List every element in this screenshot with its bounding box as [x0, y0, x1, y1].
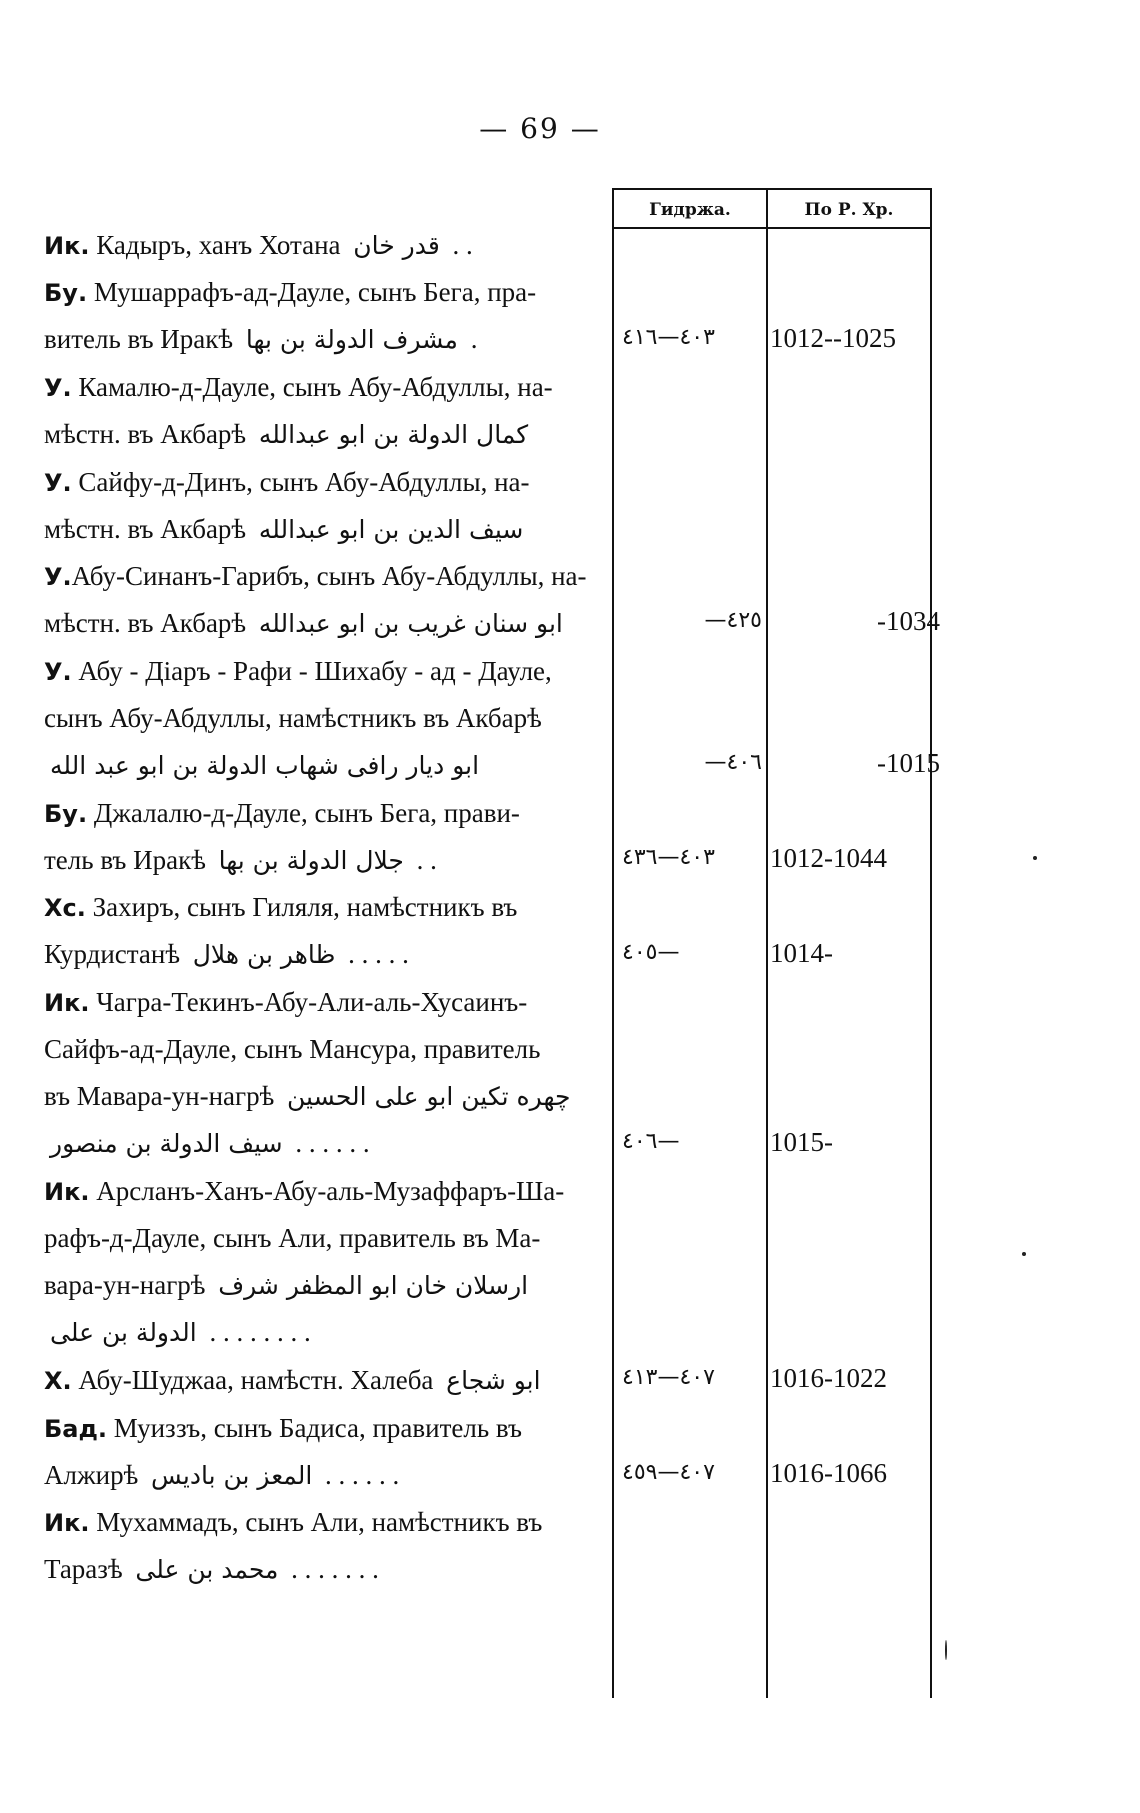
entry-line — [44, 459, 604, 506]
hijra-date: ٤٠٥— — [622, 939, 680, 965]
entry-line — [44, 1026, 604, 1073]
entry-text: Муиззъ, сынъ Бадиса, правитель въ — [107, 1412, 522, 1443]
entry-text: мѣстн. въ Акбарѣ — [44, 608, 253, 639]
entry-text: Мушаррафъ-ад-Дауле, сынъ Бега, пра- — [87, 277, 537, 308]
hijra-date: —٤٠٦ — [704, 750, 762, 776]
arabic-name: ابو شجاع — [446, 1366, 541, 1396]
arabic-name: كمال الدولة بن ابو عبدالله — [258, 419, 529, 449]
entry-line — [44, 553, 604, 600]
entry-line — [44, 1262, 604, 1309]
entry-line — [44, 979, 604, 1026]
dynasty-abbreviation: Ик. — [44, 988, 90, 1017]
arabic-name: المعز بن باديس — [151, 1460, 313, 1490]
entry — [44, 459, 604, 553]
arabic-name: ارسلان خان ابو المظفر شرف — [218, 1271, 529, 1300]
print-speck — [1022, 1252, 1026, 1256]
entry-line — [44, 742, 604, 789]
hijra-date: ٤٠٣—٤٣٦ — [622, 844, 715, 870]
entry — [44, 790, 604, 884]
entry — [44, 1168, 604, 1356]
entry — [44, 1357, 604, 1404]
leader-dots: . . . . . . . — [284, 1554, 379, 1585]
entry-line — [44, 884, 604, 931]
print-speck — [1033, 856, 1037, 860]
entry — [44, 1499, 604, 1593]
dynasty-abbreviation: Ик. — [44, 232, 90, 260]
entry-text: Чагра-Текинъ-Абу-Али-аль-Хусаинъ- — [89, 986, 528, 1017]
column-header-ad: По Р. Хр. — [804, 200, 894, 220]
entry-text: Джалалю-д-Дауле, сынъ Бега, прави- — [87, 797, 520, 828]
entry-text: сынъ Абу-Абдуллы, намѣстникъ въ Акбарѣ — [44, 702, 542, 733]
ad-date: 1015- — [770, 1126, 833, 1157]
arabic-name: الدولة بن على — [50, 1318, 197, 1347]
leader-dots: . . . . . — [341, 939, 409, 970]
entry-text: Абу-Шуджаа, намѣстн. Халеба — [71, 1365, 441, 1396]
entry — [44, 979, 604, 1167]
column-header-hijra: Гидржа. — [649, 200, 731, 220]
dynasty-abbreviation: Бад. — [44, 1414, 107, 1443]
entry-line — [44, 411, 604, 458]
table-left-rule — [612, 188, 614, 1698]
entry-line — [44, 600, 604, 647]
dynasty-abbreviation: У. — [44, 468, 72, 497]
table-top-rule — [612, 188, 932, 190]
arabic-name: سيف الدولة بن منصور — [50, 1128, 283, 1158]
leader-dots: . . — [445, 230, 473, 260]
entry-text: рафъ-д-Дауле, сынъ Али, правитель въ Ма- — [44, 1223, 541, 1253]
entry-line — [44, 695, 604, 742]
entry-line — [44, 1168, 604, 1215]
entry-text: Мухаммадъ, сынъ Али, намѣстникъ въ — [89, 1507, 543, 1538]
arabic-name: جلال الدولة بن بها — [218, 845, 404, 875]
entry-line — [44, 1073, 604, 1120]
dynasty-abbreviation: Бу. — [44, 279, 88, 308]
entry-text: Абу-Синанъ-Гарибъ, сынъ Абу-Абдуллы, на- — [71, 561, 587, 592]
entry-line — [44, 1452, 604, 1499]
ad-date: -1034 — [877, 606, 940, 637]
arabic-name: چهره تكين ابو على الحسين — [287, 1081, 571, 1111]
dynasty-abbreviation: Х. — [44, 1367, 72, 1396]
entry-text: мѣстн. въ Акбарѣ — [44, 418, 253, 449]
entry-line — [44, 1120, 604, 1167]
entry-text: Арсланъ-Ханъ-Абу-аль-Музаффаръ-Ша- — [89, 1176, 565, 1206]
entry — [44, 269, 604, 363]
entry — [44, 884, 604, 978]
dynasty-abbreviation: Бу. — [44, 799, 88, 828]
entry — [44, 222, 604, 269]
entry-text: Абу - Діаръ - Рафи - Шихабу - ад - Дауле, — [71, 655, 552, 686]
entry-line — [44, 837, 604, 884]
entry-text: мѣстн. въ Акбарѣ — [44, 513, 253, 544]
entry-text: Кадыръ, ханъ Хотана — [89, 230, 348, 260]
entry-text: Захиръ, сынъ Гиляля, намѣстникъ въ — [85, 892, 518, 923]
entry-line — [44, 648, 604, 695]
hijra-date: ٤٠٧—٤١٣ — [622, 1365, 715, 1391]
entry-text: тель въ Иракѣ — [44, 844, 213, 875]
ad-date: 1016-1022 — [770, 1363, 887, 1394]
hijra-date: ٤٠٣—٤١٦ — [622, 324, 715, 350]
entry-text: витель въ Иракѣ — [44, 324, 240, 355]
entry-line — [44, 269, 604, 316]
entry-line — [44, 222, 604, 269]
dynasty-abbreviation: У. — [44, 373, 72, 402]
entry-line — [44, 1546, 604, 1593]
leader-dots: . . . . . . — [288, 1127, 370, 1158]
entry-line — [44, 364, 604, 411]
arabic-name: محمد بن على — [135, 1555, 279, 1585]
print-speck — [945, 1640, 947, 1660]
entry-line — [44, 1499, 604, 1546]
ad-date: 1012--1025 — [770, 322, 896, 353]
arabic-name: سيف الدين بن ابو عبدالله — [258, 514, 524, 544]
leader-dots: . — [463, 324, 478, 355]
ad-date: 1012-1044 — [770, 842, 887, 873]
ad-date: 1014- — [770, 937, 833, 968]
arabic-name: قدر خان — [353, 231, 440, 260]
entry-text: Сайфъ-ад-Дауле, сынъ Мансура, правитель — [44, 1033, 541, 1064]
entry-text: Алжирѣ — [44, 1459, 145, 1490]
hijra-date: ٤٠٦— — [622, 1128, 680, 1154]
leader-dots: . . — [409, 844, 437, 875]
entry-line — [44, 506, 604, 553]
entry-text: въ Мавара-ун-нагрѣ — [44, 1080, 281, 1111]
entry-line — [44, 1309, 604, 1356]
dynasty-abbreviation: У. — [44, 563, 72, 592]
page-number: — 69 — — [479, 112, 601, 145]
ad-date: 1016-1066 — [770, 1457, 887, 1488]
dynasty-abbreviation: Хс. — [44, 894, 86, 923]
entry-text: Камалю-д-Дауле, сынъ Абу-Абдуллы, на- — [71, 371, 553, 402]
dynasty-abbreviation: У. — [44, 657, 72, 686]
table-mid-rule — [766, 188, 768, 1698]
table-header-rule — [612, 227, 932, 229]
arabic-name: ابو ديار رافى شهاب الدولة بن ابو عبد الله — [50, 750, 480, 780]
leader-dots: . . . . . . . . — [202, 1317, 311, 1347]
ad-date: -1015 — [877, 748, 940, 779]
hijra-date: —٤٢٥ — [704, 608, 762, 634]
entry-text: вара-ун-нагрѣ — [44, 1270, 213, 1300]
entry-text: Сайфу-д-Динъ, сынъ Абу-Абдуллы, на- — [71, 466, 530, 497]
hijra-date: ٤٠٧—٤٥٩ — [622, 1459, 715, 1485]
entry — [44, 648, 604, 789]
entry-text: Таразѣ — [44, 1554, 130, 1585]
entry-line — [44, 316, 604, 363]
entry — [44, 364, 604, 458]
dynasty-abbreviation: Ик. — [44, 1509, 90, 1538]
entry-line — [44, 1405, 604, 1452]
leader-dots: . . . . . . — [318, 1459, 400, 1490]
entry — [44, 553, 604, 647]
entry-line — [44, 1215, 604, 1262]
arabic-name: ظاهر بن هلال — [192, 940, 336, 970]
entry-line — [44, 790, 604, 837]
dynasty-abbreviation: Ик. — [44, 1178, 90, 1206]
entry — [44, 1405, 604, 1499]
entry-text: Курдистанѣ — [44, 939, 187, 970]
arabic-name: ابو سنان غريب بن ابو عبدالله — [258, 609, 563, 639]
entry-line — [44, 1357, 604, 1404]
entry-line — [44, 931, 604, 978]
arabic-name: مشرف الدولة بن بها — [245, 325, 458, 355]
